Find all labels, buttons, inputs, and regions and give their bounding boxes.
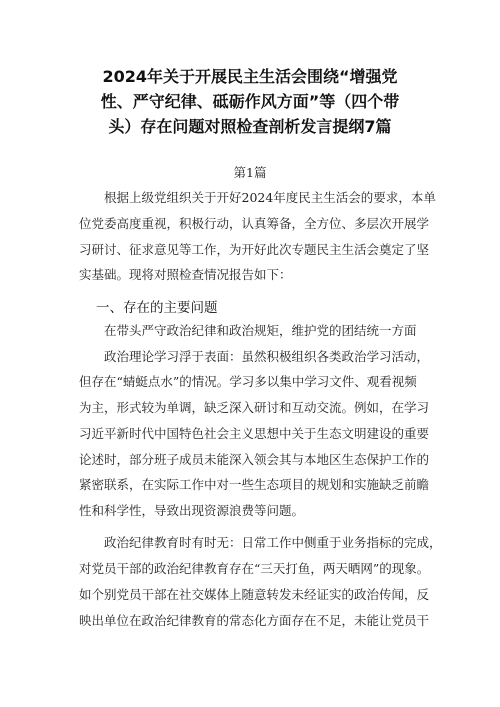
- text-line: 性和科学性，导致出现资源浪费等问题。: [79, 503, 305, 518]
- text-line: 实基础。现将对照检查情况报告如下：: [79, 267, 292, 282]
- text-line: 论述时，部分班子成员未能深入领会其与本地区生态保护工作的: [79, 452, 430, 467]
- title-line: 2024年关于开展民主生活会围绕“增强党: [102, 67, 398, 86]
- document-title: [60, 64, 440, 139]
- text-line: 映出单位在政治纪律教育的常态化方面存在不足，未能让党员干: [79, 613, 430, 628]
- text-line: 为主，形式较为单调，缺乏深入研讨和互动交流。例如，在学习: [79, 400, 430, 415]
- text-line: 习近平新时代中国特色社会主义思想中关于生态文明建设的重要: [79, 426, 430, 441]
- text-line: 位党委高度重视，积极行动，认真筹备，全方位、多层次开展学: [79, 216, 430, 231]
- sub-heading: 在带头严守政治纪律和政治规矩，维护党的团结统一方面: [104, 323, 417, 338]
- title-line: 性、严守纪律、砥砺作风方面”等（四个带: [100, 92, 400, 111]
- text-line: 如个别党员干部在社交媒体上随意转发未经证实的政治传闻，反: [79, 587, 430, 602]
- text-line: 对党员干部的政治纪律教育存在“三天打鱼，两天晒网”的现象。: [79, 561, 430, 576]
- text-line: 根据上级党组织关于开好2024年度民主生活会的要求，本单: [104, 190, 436, 205]
- text-line: 紧密联系，在实际工作中对一些生态项目的规划和实施缺乏前瞻: [79, 477, 430, 492]
- text-line: 习研讨、征求意见等工作，为开好此次专题民主生活会奠定了坚: [79, 242, 430, 257]
- title-line: 头）存在问题对照检查剖析发言提纲7篇: [108, 117, 392, 136]
- chapter-label: 第1篇: [233, 165, 267, 180]
- text-line: 政治纪律教育时有时无：日常工作中侧重于业务指标的完成，: [104, 535, 442, 550]
- text-line: 但存在“蜻蜓点水”的情况。学习多以集中学习文件、观看视频: [79, 374, 417, 389]
- text-line: 政治理论学习浮于表面：虽然积极组织各类政治学习活动，: [104, 349, 430, 364]
- section-heading: 一、存在的主要问题: [96, 300, 218, 316]
